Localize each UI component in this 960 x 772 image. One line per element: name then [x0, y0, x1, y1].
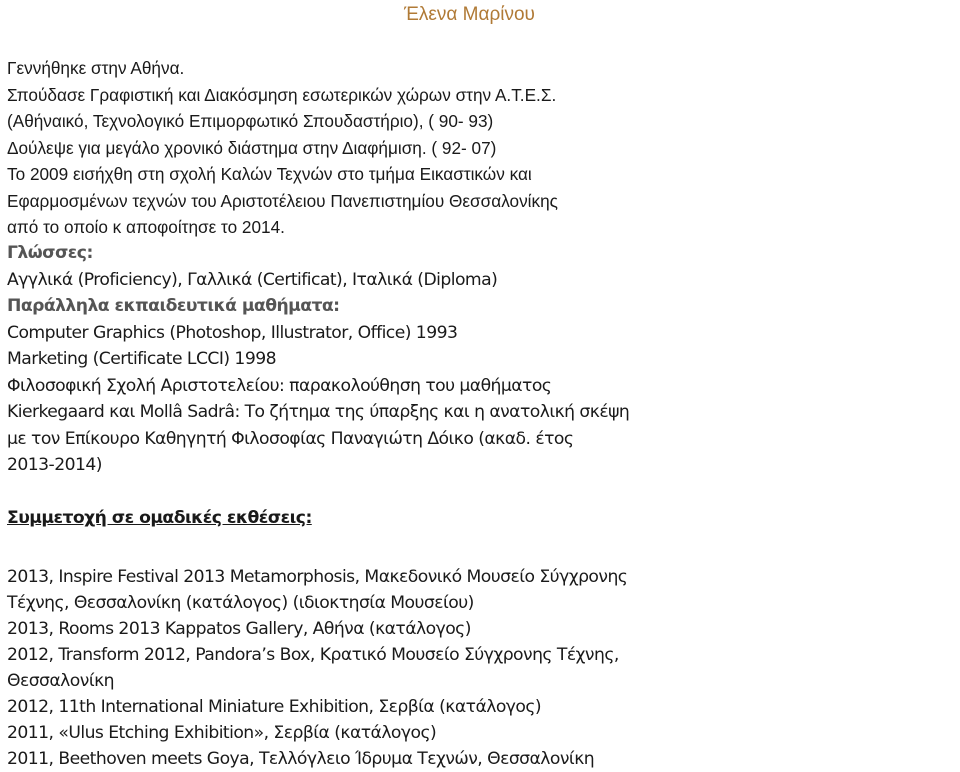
exhibition-line: Θεσσαλονίκη [7, 671, 115, 691]
course-line: Kierkegaard και Mollâ Sadrâ: Το ζήτημα της ύπαρξης και η ανατολική σκέψη [7, 402, 630, 422]
exhibition-line: 2013, Rooms 2013 Kappatos Gallery, Αθήνα (κατάλογος) [7, 619, 471, 639]
course-line: Computer Graphics (Photoshop, Illustrator, Office) 1993 [7, 322, 458, 343]
courses-heading: Παράλληλα εκπαιδευτικά μαθήματα: [7, 296, 340, 316]
exhibitions-section [7, 505, 627, 772]
cv-details-section [7, 240, 629, 479]
course-line: Marketing (Certificate LCCI) 1998 [7, 349, 276, 369]
exhibitions-heading: Συμμετοχή σε ομαδικές εκθέσεις: [7, 508, 312, 528]
languages-text: Αγγλικά (Proficiency), Γαλλικά (Certificat), Ιταλικά (Diploma) [7, 269, 498, 290]
bio-line: (Αθήναικό, Τεχνολογικό Επιμορφωτικό Σπουδαστήριο), ( 90- 93) [7, 111, 494, 131]
bio-line: Σπούδασε Γραφιστική και Διακόσμηση εσωτερικών χώρων στην Α.Τ.Ε.Σ. [7, 84, 557, 105]
artist-name: Έλενα Μαρίνου [404, 4, 535, 25]
bio-line: Δούλεψε για μεγάλο χρονικό διάστημα στην Διαφήμιση. ( 92- 07) [7, 137, 497, 158]
exhibition-line: 2013, Inspire Festival 2013 Metamorphosis, Μακεδονικό Μουσείο Σύγχρονης [7, 567, 628, 587]
exhibitions-list [7, 564, 627, 772]
bio-line: Εφαρμοσμένων τεχνών του Αριστοτέλειου Πανεπιστημίου Θεσσαλονίκης [7, 190, 558, 211]
bio-line: από το οποίο κ αποφοίτησε το 2014. [7, 217, 285, 237]
exhibition-line: Τέχνης, Θεσσαλονίκη (κατάλογος) (ιδιοκτησία Μουσείου) [7, 593, 474, 613]
exhibition-line: 2012, 11th International Miniature Exhibition, Σερβία (κατάλογος) [7, 697, 542, 717]
bio-section [7, 55, 558, 241]
languages-heading: Γλώσσες: [7, 243, 93, 263]
course-line: με τον Επίκουρο Καθηγητή Φιλοσοφίας Παναγιώτη Δόικο (ακαδ. έτος [7, 428, 574, 449]
exhibition-line: 2011, «Ulus Etching Exhibition», Σερβία (κατάλογος) [7, 723, 437, 743]
exhibition-line: 2011, Beethoven meets Goya, Τελλόγλειο Ίδρυμα Τεχνών, Θεσσαλονίκη [7, 749, 595, 769]
bio-line: Γεννήθηκε στην Αθήνα. [7, 58, 185, 78]
course-line: 2013-2014) [7, 455, 102, 475]
exhibition-line: 2012, Transform 2012, Pandora’s Box, Κρατικό Μουσείο Σύγχρονης Τέχνης, [7, 645, 619, 665]
bio-line: Το 2009 εισήχθη στη σχολή Καλών Τεχνών στο τμήμα Εικαστικών και [7, 164, 532, 184]
course-line: Φιλοσοφική Σχολή Αριστοτελείου: παρακολούθηση του μαθήματος [7, 375, 552, 396]
